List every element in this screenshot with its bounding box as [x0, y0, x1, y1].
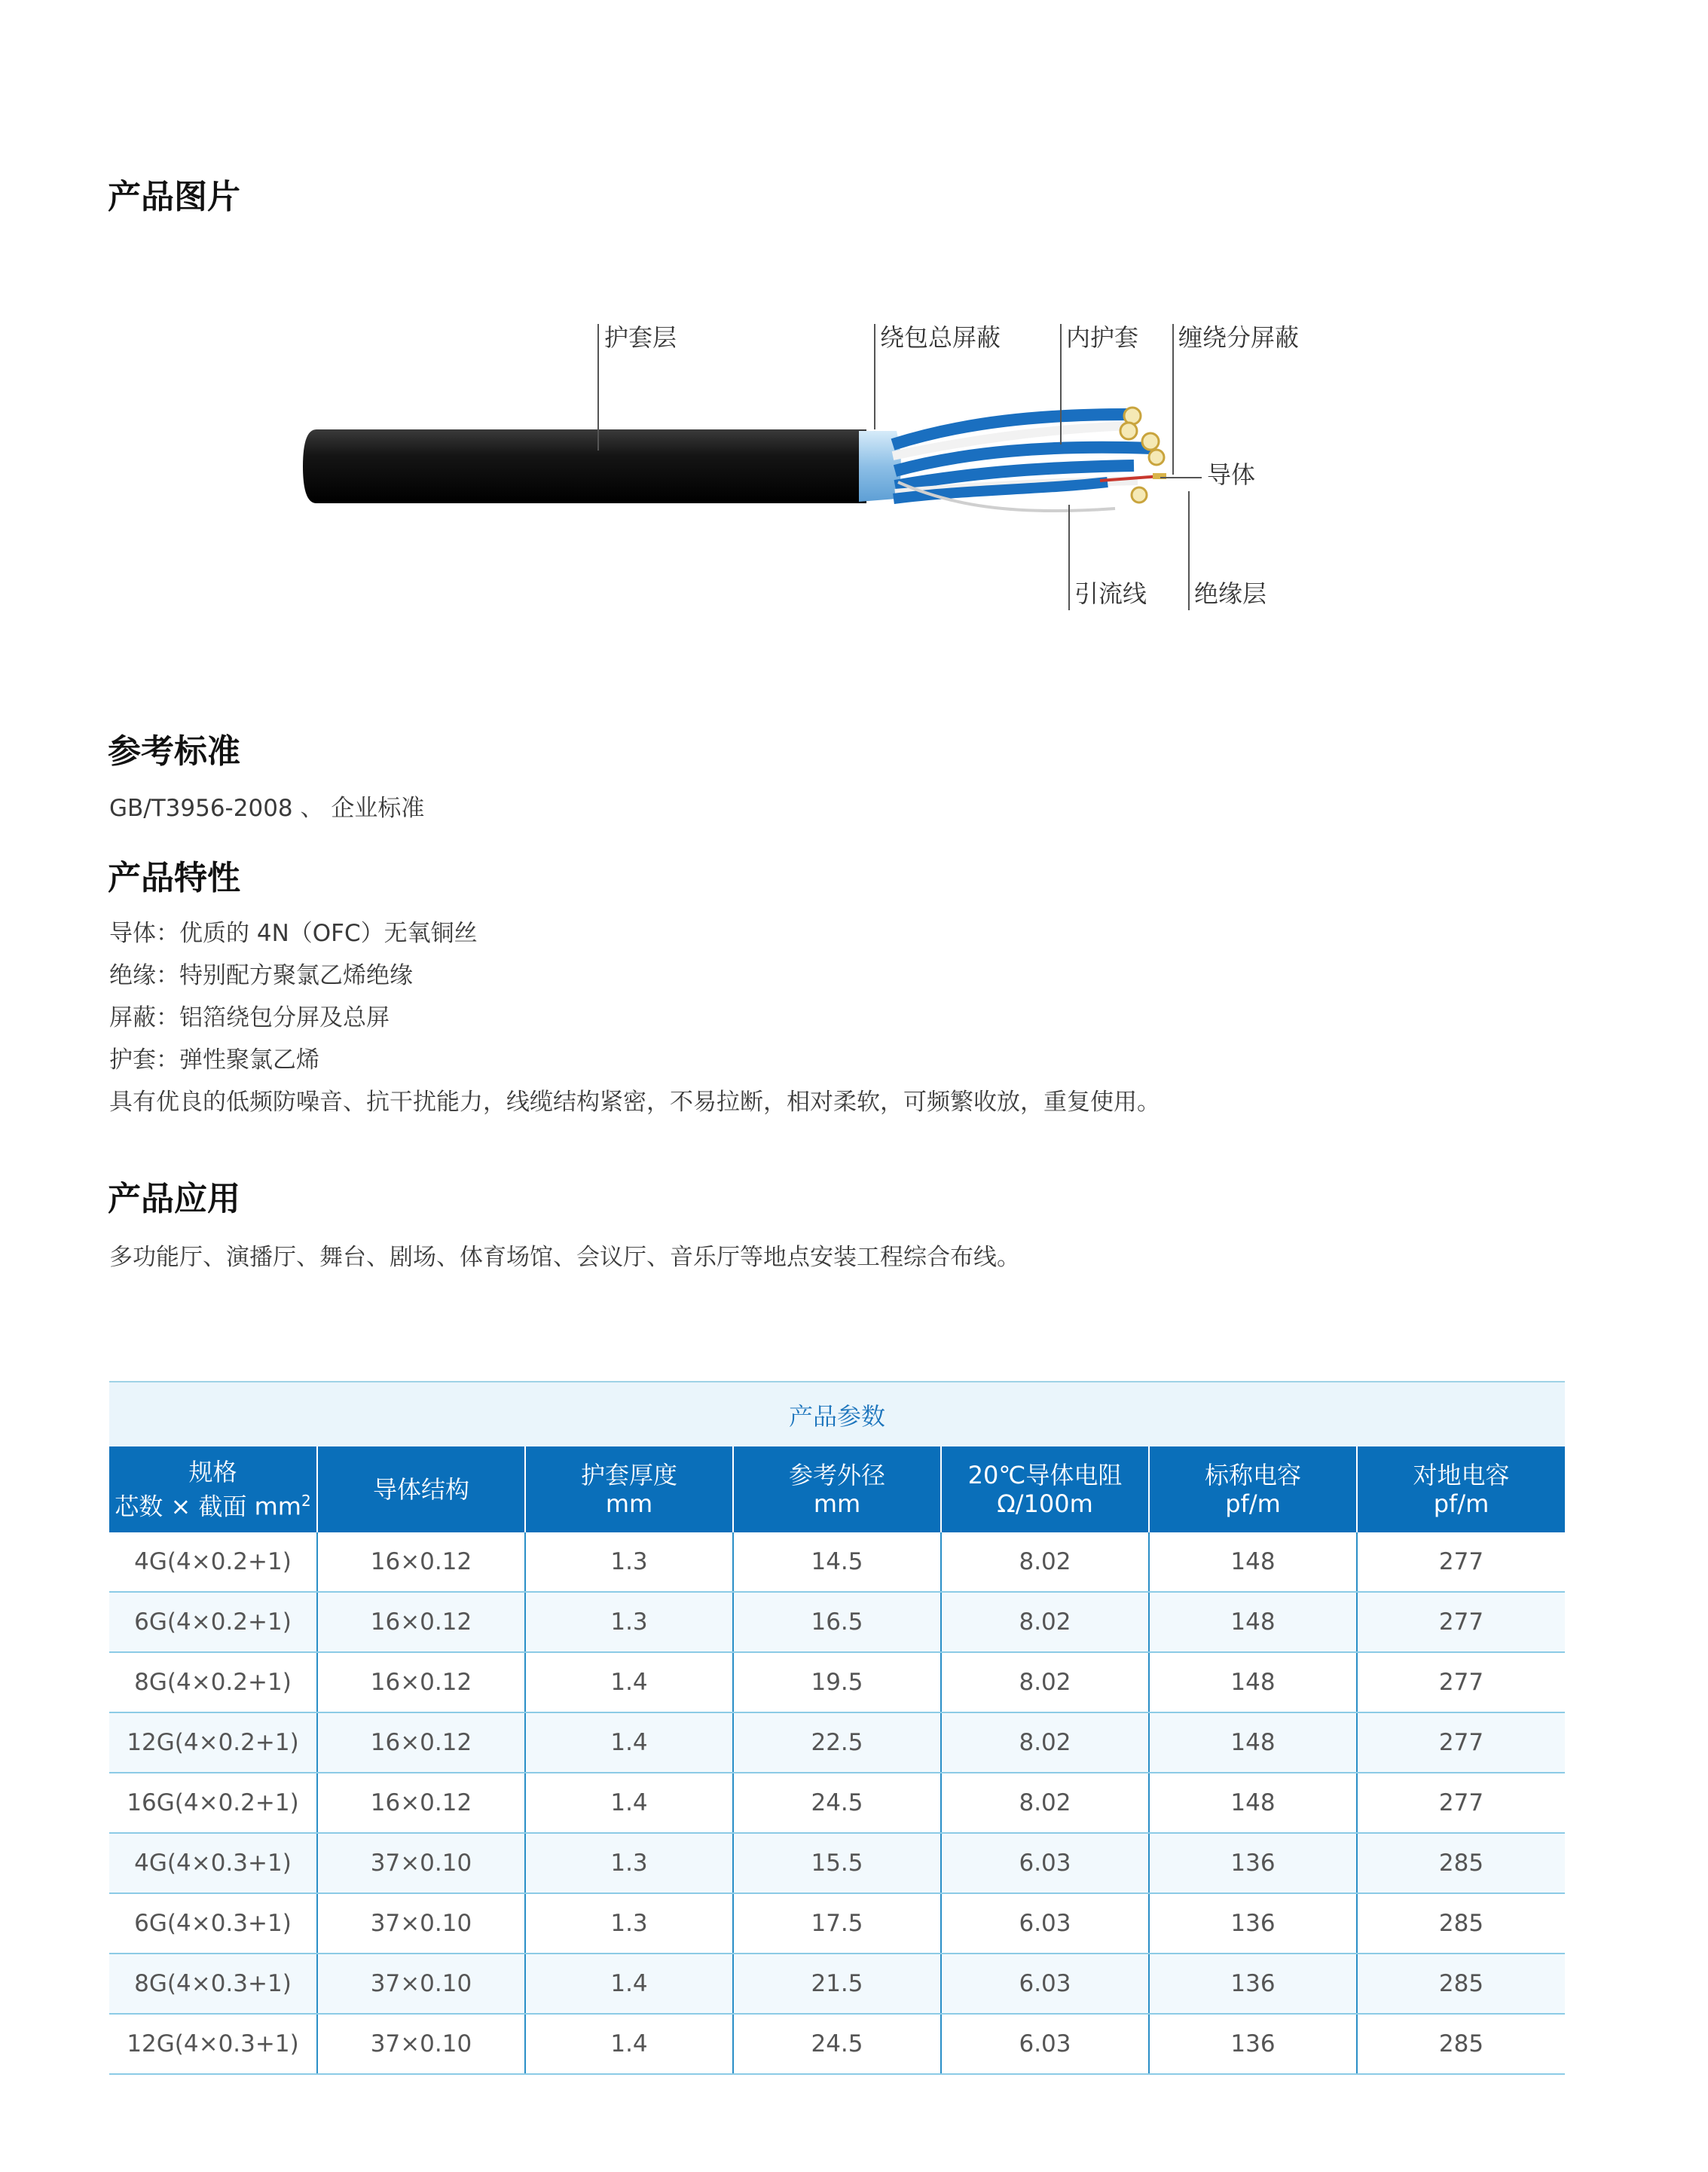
table-cell: 16G(4×0.2+1)	[109, 1773, 317, 1833]
table-body	[109, 1532, 1565, 2074]
table-cell: 15.5	[733, 1833, 941, 1893]
table-cell: 8.02	[941, 1592, 1149, 1652]
table-row	[109, 1592, 1565, 1652]
section-heading-product-application: 产品应用	[108, 1180, 240, 1218]
table-cell: 12G(4×0.2+1)	[109, 1712, 317, 1773]
table-row	[109, 1893, 1565, 1954]
table-cell: 148	[1149, 1592, 1357, 1652]
header-conductor-resistance: 20℃导体电阻 Ω/100m	[941, 1446, 1149, 1532]
application-text: 多功能厅、演播厅、舞台、剧场、体育场馆、会议厅、音乐厅等地点安装工程综合布线。	[109, 1244, 1020, 1271]
table-cell: 4G(4×0.3+1)	[109, 1833, 317, 1893]
table-cell: 8G(4×0.2+1)	[109, 1652, 317, 1712]
table-cell: 277	[1357, 1532, 1565, 1592]
table-cell: 148	[1149, 1712, 1357, 1773]
table-cell: 6G(4×0.3+1)	[109, 1893, 317, 1954]
table-cell: 285	[1357, 1893, 1565, 1954]
table-cell: 24.5	[733, 2014, 941, 2074]
table-cell: 136	[1149, 2014, 1357, 2074]
reference-standard-text: GB/T3956-2008 、 企业标准	[109, 795, 425, 822]
table-cell: 1.4	[525, 2014, 733, 2074]
table-cell: 6.03	[941, 1893, 1149, 1954]
table-cell: 136	[1149, 1893, 1357, 1954]
table-cell: 16.5	[733, 1592, 941, 1652]
table-cell: 4G(4×0.2+1)	[109, 1532, 317, 1592]
table-cell: 136	[1149, 1954, 1357, 2014]
table-cell: 148	[1149, 1652, 1357, 1712]
table-cell: 37×0.10	[317, 1893, 525, 1954]
table-cell: 136	[1149, 1833, 1357, 1893]
table-cell: 148	[1149, 1532, 1357, 1592]
conductor-end	[1132, 487, 1147, 503]
table-cell: 1.3	[525, 1532, 733, 1592]
table-row	[109, 2014, 1565, 2074]
conductor-end	[1120, 423, 1137, 439]
table-cell: 24.5	[733, 1773, 941, 1833]
conductor-end	[1124, 408, 1141, 424]
table-row	[109, 1833, 1565, 1893]
table-cell: 37×0.10	[317, 2014, 525, 2074]
table-cell: 277	[1357, 1652, 1565, 1712]
table-cell: 277	[1357, 1773, 1565, 1833]
header-outer-diameter: 参考外径 mm	[733, 1446, 941, 1532]
table-row	[109, 1532, 1565, 1592]
table-cell: 1.3	[525, 1893, 733, 1954]
table-title: 产品参数	[109, 1381, 1565, 1446]
table-cell: 12G(4×0.3+1)	[109, 2014, 317, 2074]
table-cell: 8.02	[941, 1532, 1149, 1592]
label-insulation: 绝缘层	[1194, 579, 1267, 608]
table-row	[109, 1652, 1565, 1712]
feature-item: 导体：优质的 4N（OFC）无氧铜丝	[109, 920, 478, 947]
table-cell: 16×0.12	[317, 1712, 525, 1773]
feature-item: 屏蔽：铝箔绕包分屏及总屏	[109, 1004, 390, 1031]
header-nominal-capacitance: 标称电容 pf/m	[1149, 1446, 1357, 1532]
table-cell: 1.3	[525, 1833, 733, 1893]
table-cell: 19.5	[733, 1652, 941, 1712]
table-cell: 6.03	[941, 1833, 1149, 1893]
table-cell: 14.5	[733, 1532, 941, 1592]
table-cell: 8.02	[941, 1652, 1149, 1712]
table-cell: 277	[1357, 1592, 1565, 1652]
section-heading-product-picture: 产品图片	[108, 178, 240, 216]
cable-structure-diagram	[286, 301, 1386, 633]
table-cell: 1.4	[525, 1773, 733, 1833]
table-cell: 16×0.12	[317, 1532, 525, 1592]
feature-item: 护套：弹性聚氯乙烯	[109, 1046, 319, 1074]
table-cell: 17.5	[733, 1893, 941, 1954]
jacket-body	[303, 429, 866, 503]
header-ground-capacitance: 对地电容 pf/m	[1357, 1446, 1565, 1532]
table-row	[109, 1712, 1565, 1773]
table-cell: 16×0.12	[317, 1592, 525, 1652]
table-cell: 21.5	[733, 1954, 941, 2014]
feature-item: 绝缘：特别配方聚氯乙烯绝缘	[109, 962, 413, 989]
table-cell: 8.02	[941, 1712, 1149, 1773]
conductor-end	[1142, 433, 1159, 450]
feature-item: 具有优良的低频防噪音、抗干扰能力，线缆结构紧密，不易拉断，相对柔软，可频繁收放，重复使用。	[109, 1089, 1160, 1116]
table-cell: 16×0.12	[317, 1652, 525, 1712]
label-pair-shield: 缠绕分屏蔽	[1178, 323, 1300, 352]
label-conductor: 导体	[1207, 460, 1256, 489]
table-cell: 285	[1357, 2014, 1565, 2074]
header-conductor-structure: 导体结构	[317, 1446, 525, 1532]
table-row	[109, 1773, 1565, 1833]
section-heading-product-features: 产品特性	[108, 859, 240, 897]
table-cell: 148	[1149, 1773, 1357, 1833]
table-cell: 6G(4×0.2+1)	[109, 1592, 317, 1652]
table-cell: 285	[1357, 1833, 1565, 1893]
header-spec: 规格 芯数 × 截面 $mm^2$	[109, 1446, 317, 1532]
table-cell: 8.02	[941, 1773, 1149, 1833]
table-cell: 1.4	[525, 1652, 733, 1712]
table-cell: 8G(4×0.3+1)	[109, 1954, 317, 2014]
label-jacket: 护套层	[604, 323, 677, 352]
table-cell: 1.4	[525, 1712, 733, 1773]
table-cell: 6.03	[941, 2014, 1149, 2074]
table-cell: 285	[1357, 1954, 1565, 2014]
table-cell: 16×0.12	[317, 1773, 525, 1833]
table-cell: 6.03	[941, 1954, 1149, 2014]
label-inner-jacket: 内护套	[1066, 323, 1139, 352]
table-cell: 277	[1357, 1712, 1565, 1773]
table-cell: 1.4	[525, 1954, 733, 2014]
conductor-end	[1149, 450, 1164, 465]
table-cell: 22.5	[733, 1712, 941, 1773]
product-parameters-table	[109, 1381, 1565, 2075]
table-cell: 37×0.10	[317, 1833, 525, 1893]
table-row	[109, 1954, 1565, 2014]
section-heading-reference-standard: 参考标准	[108, 732, 240, 771]
table-cell: 1.3	[525, 1592, 733, 1652]
header-jacket-thickness: 护套厚度 mm	[525, 1446, 733, 1532]
table-cell: 37×0.10	[317, 1954, 525, 2014]
label-drain-wire: 引流线	[1074, 579, 1147, 608]
label-overall-shield: 绕包总屏蔽	[880, 323, 1001, 352]
